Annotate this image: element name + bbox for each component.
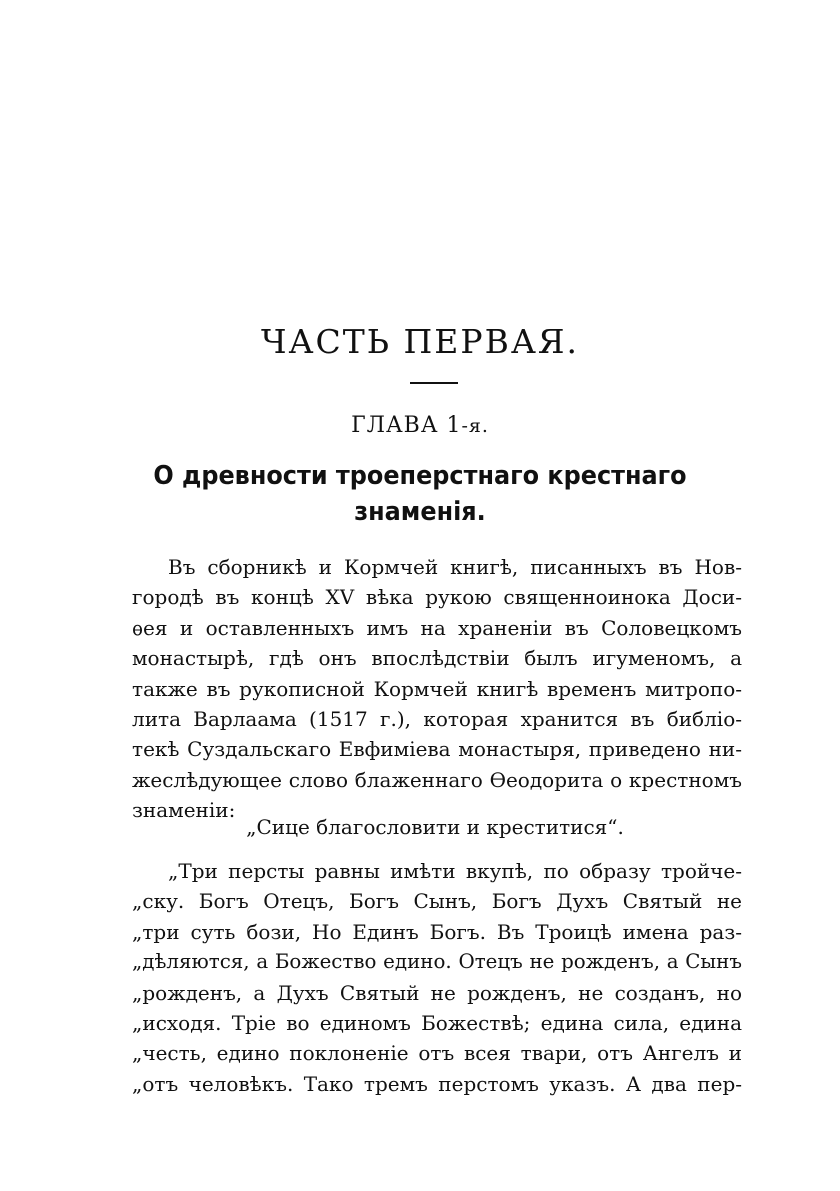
heading-line: знаменія.	[354, 497, 486, 527]
text-line: жеслѣдующее слово блаженнаго Ѳеодорита о крестномъ	[132, 767, 742, 792]
part-title: ЧАСТЬ ПЕРВАЯ.	[261, 322, 579, 361]
chapter-number: ГЛАВА 1	[351, 413, 462, 438]
text-line: „отъ человѣкъ. Тако тремъ перстомъ указъ. А два пер-	[132, 1071, 742, 1096]
title-divider	[410, 382, 458, 384]
chapter-label	[0, 410, 840, 442]
text-line: „дѣляются, а Божество едино. Отецъ не рожденъ, а Сынъ	[132, 950, 742, 974]
text-line: „исходя. Тріе во единомъ Божествѣ; едина сила, едина	[132, 1011, 742, 1036]
heading-line: О древности троеперстнаго крестнаго	[153, 461, 687, 491]
text-line: лита Варлаама (1517 г.), которая хранится въ библіо-	[132, 707, 742, 732]
quote-title: „Сице благословити и креститися“.	[246, 815, 624, 839]
text-line: „ску. Богъ Отецъ, Богъ Сынъ, Богъ Духъ Святый не	[132, 889, 742, 914]
text-line: текѣ Суздальскаго Евфиміева монастыря, приведено ни-	[132, 737, 742, 762]
text-line: также въ рукописной Кормчей книгѣ временъ митропо-	[132, 676, 742, 701]
text-line: „три суть бози, Но Единъ Богъ. Въ Троицѣ имена раз-	[132, 919, 742, 944]
text-line: ѳея и оставленныхъ имъ на храненіи въ Соловецкомъ	[132, 615, 742, 640]
text-line: „честь, едино поклоненіе отъ всея твари, отъ Ангелъ и	[132, 1041, 742, 1066]
paragraph-intro	[132, 552, 742, 826]
paragraph-quote	[132, 856, 742, 1099]
text-line: Въ сборникѣ и Кормчей книгѣ, писанныхъ въ Нов-	[168, 555, 742, 579]
text-line: городѣ въ концѣ XV вѣка рукою священноинока Доси-	[132, 585, 742, 610]
text-line: монастырѣ, гдѣ онъ впослѣдствіи былъ игуменомъ, а	[132, 646, 742, 671]
chapter-suffix: -я.	[461, 415, 489, 437]
text-line: „рожденъ, а Духъ Святый не рожденъ, не созданъ, но	[132, 980, 742, 1005]
chapter-heading	[153, 458, 687, 530]
text-line: „Три персты равны имѣти вкупѣ, по образу тройче-	[168, 859, 742, 883]
text-line: знаменіи:	[132, 798, 236, 823]
